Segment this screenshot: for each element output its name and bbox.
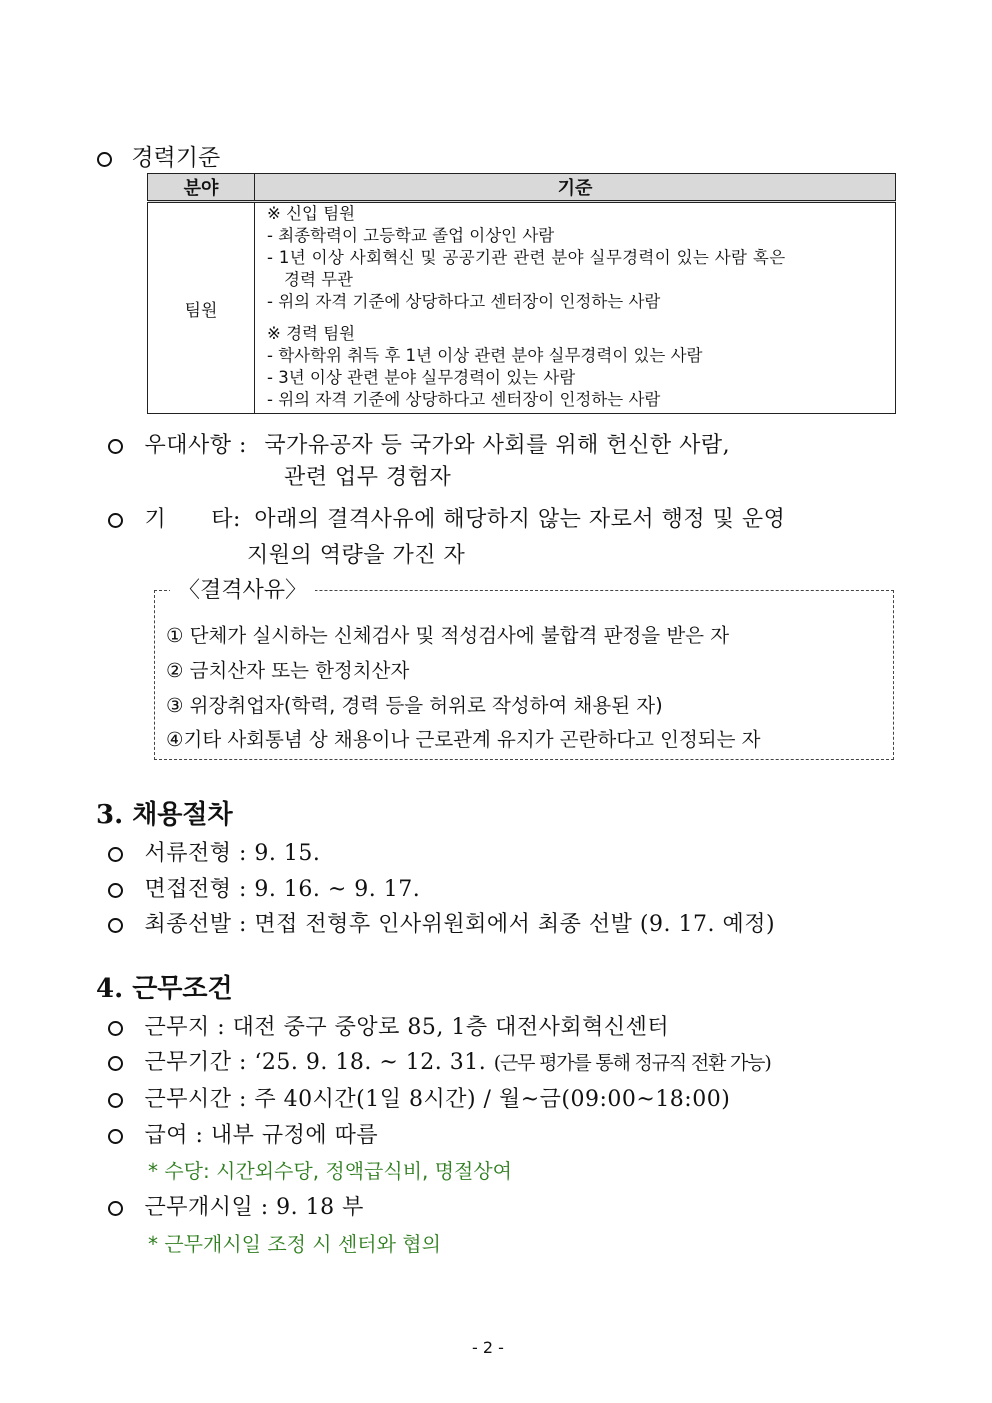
new-member-item: - 위의 자격 기준에 상당하다고 센터장이 인정하는 사람 [267, 292, 661, 311]
condition-text: 근무시간 : 주 40시간(1일 8시간) / 월~금(09:00~18:00) [144, 1087, 731, 1112]
condition-hours [108, 1082, 730, 1113]
experienced-member-item: - 3년 이상 관련 분야 실무경력이 있는 사람 [267, 368, 576, 387]
other-line1: 아래의 결격사유에 해당하지 않는 자로서 행정 및 운영 [254, 507, 786, 532]
disqualification-title: 〈결격사유〉 [170, 573, 315, 604]
table-header-criteria: 기준 [255, 174, 896, 202]
circle-bullet-icon [108, 1201, 123, 1216]
procedure-item [108, 907, 775, 938]
disqualification-item: ① 단체가 실시하는 신체검사 및 적성검사에 불합격 판정을 받은 자 [166, 624, 730, 647]
experienced-member-item: - 위의 자격 기준에 상당하다고 센터장이 인정하는 사람 [267, 390, 661, 409]
procedure-heading: 3. 채용절차 [96, 800, 233, 830]
period-note: (근무 평가를 통해 정규직 전환 가능) [493, 1052, 771, 1074]
table-row [148, 202, 896, 414]
other-row [108, 502, 785, 533]
circle-bullet-icon [108, 439, 123, 454]
new-member-item: 경력 무관 [284, 270, 354, 289]
criteria-cell [255, 202, 896, 414]
disqualification-item: ③ 위장취업자(학력, 경력 등을 허위로 작성하여 채용된 자) [166, 694, 663, 717]
condition-start [108, 1190, 364, 1221]
experienced-member-title: ※ 경력 팀원 [267, 324, 356, 343]
circle-bullet-icon [108, 1129, 123, 1144]
career-criteria-table [147, 173, 896, 414]
salary-note: * 수당: 시간외수당, 정액급식비, 명절상여 [148, 1159, 513, 1183]
condition-text: 근무개시일 : 9. 18 부 [144, 1195, 364, 1220]
disqualification-item: ④기타 사회통념 상 채용이나 근로관계 유지가 곤란하다고 인정되는 자 [166, 728, 761, 751]
procedure-item-text: 면접전형 : 9. 16. ~ 9. 17. [144, 877, 421, 902]
table-header-field: 분야 [148, 174, 255, 202]
condition-period [108, 1045, 771, 1076]
procedure-item [108, 836, 320, 867]
career-title: 경력기준 [131, 145, 221, 171]
experienced-member-item: - 학사학위 취득 후 1년 이상 관련 분야 실무경력이 있는 사람 [267, 346, 703, 365]
preference-row [108, 428, 730, 459]
condition-text: 근무기간 : ‘25. 9. 18. ~ 12. 31. [144, 1050, 487, 1075]
other-line2: 지원의 역량을 가진 자 [247, 543, 466, 568]
condition-text: 근무지 : 대전 중구 중앙로 85, 1층 대전사회혁신센터 [144, 1015, 670, 1040]
condition-location [108, 1010, 669, 1041]
field-cell: 팀원 [148, 202, 255, 414]
circle-bullet-icon [108, 1056, 123, 1071]
disqualification-item: ② 금치산자 또는 한정치산자 [166, 659, 410, 682]
circle-bullet-icon [108, 513, 123, 528]
other-label: 기 타: [144, 507, 241, 532]
procedure-item [108, 872, 420, 903]
circle-bullet-icon [108, 918, 123, 933]
start-note: * 근무개시일 조정 시 센터와 협의 [148, 1232, 441, 1256]
circle-bullet-icon [108, 883, 123, 898]
circle-bullet-icon [108, 847, 123, 862]
preference-label: 우대사항 : [144, 433, 247, 458]
career-section-title [97, 139, 220, 172]
new-member-item: - 최종학력이 고등학교 졸업 이상인 사람 [267, 226, 555, 245]
preference-line1: 국가유공자 등 국가와 사회를 위해 헌신한 사람, [264, 433, 731, 458]
preference-line2: 관련 업무 경험자 [284, 465, 452, 490]
circle-bullet-icon [108, 1093, 123, 1108]
condition-salary [108, 1118, 378, 1149]
circle-bullet-icon [108, 1021, 123, 1036]
procedure-item-text: 서류전형 : 9. 15. [144, 841, 321, 866]
condition-text: 급여 : 내부 규정에 따름 [144, 1123, 379, 1148]
procedure-item-text: 최종선발 : 면접 전형후 인사위원회에서 최종 선발 (9. 17. 예정) [144, 912, 776, 937]
page-number: - 2 - [472, 1338, 504, 1357]
conditions-heading: 4. 근무조건 [96, 974, 233, 1004]
new-member-title: ※ 신입 팀원 [267, 204, 356, 223]
new-member-item: - 1년 이상 사회혁신 및 공공기관 관련 분야 실무경력이 있는 사람 혹은 [267, 248, 786, 267]
circle-bullet-icon [97, 152, 112, 167]
